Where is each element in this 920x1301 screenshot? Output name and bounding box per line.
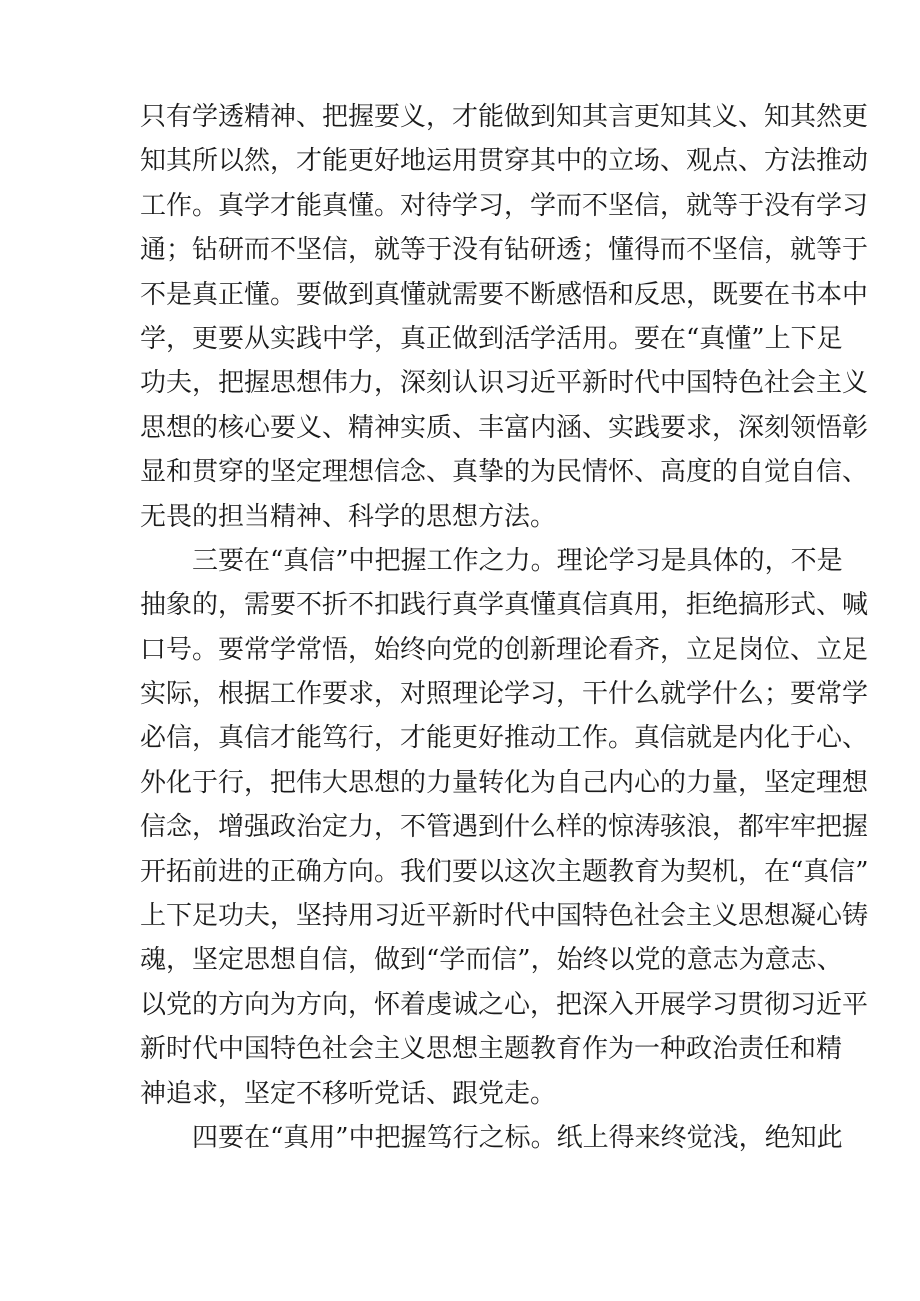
text-line: 显和贯穿的坚定理想信念、真挚的为民情怀、高度的自觉自信、 — [140, 457, 869, 488]
text-line: 三要在“真信”中把握工作之力。理论学习是具体的，不是 — [192, 545, 843, 576]
paragraph-3 — [140, 1116, 843, 1160]
text-line: 只有学透精神、把握要义，才能做到知其言更知其义、知其然更 — [140, 102, 869, 132]
text-line: 口号。要常学常悟，始终向党的创新理论看齐，立足岗位、立足 — [140, 634, 869, 665]
text-line: 神追求，坚定不移听党话、跟党走。 — [140, 1078, 557, 1109]
text-line: 无畏的担当精神、科学的思想方法。 — [140, 501, 557, 532]
text-line: 通；钻研而不坚信，就等于没有钻研透；懂得而不坚信，就等于 — [140, 235, 869, 266]
text-line: 上下足功夫，坚持用习近平新时代中国特色社会主义思想凝心铸 — [140, 901, 869, 932]
text-line: 以党的方向为方向，怀着虔诚之心，把深入开展学习贯彻习近平 — [140, 989, 869, 1020]
text-line: 四要在“真用”中把握笃行之标。纸上得来终觉浅，绝知此 — [192, 1122, 843, 1153]
text-line: 知其所以然，才能更好地运用贯穿其中的立场、观点、方法推动 — [140, 146, 869, 177]
text-line: 功夫，把握思想伟力，深刻认识习近平新时代中国特色社会主义 — [140, 368, 869, 399]
text-line: 新时代中国特色社会主义思想主题教育作为一种政治责任和精 — [140, 1034, 843, 1065]
text-line: 学，更要从实践中学，真正做到活学活用。要在“真懂”上下足 — [140, 323, 843, 354]
text-line: 抽象的，需要不折不扣践行真学真懂真信真用，拒绝搞形式、喊 — [140, 590, 869, 621]
text-line: 必信，真信才能笃行，才能更好推动工作。真信就是内化于心、 — [140, 723, 869, 754]
paragraph-2 — [140, 539, 869, 1116]
text-line: 实际，根据工作要求，对照理论学习，干什么就学什么；要常学 — [140, 679, 869, 710]
text-line: 不是真正懂。要做到真懂就需要不断感悟和反思，既要在书本中 — [140, 279, 869, 310]
document-body — [140, 95, 869, 1160]
paragraph-1 — [140, 95, 869, 539]
text-line: 开拓前进的正确方向。我们要以这次主题教育为契机，在“真信” — [140, 856, 869, 887]
text-line: 魂，坚定思想自信，做到“学而信”，始终以党的意志为意志、 — [140, 945, 843, 976]
text-line: 工作。真学才能真懂。对待学习，学而不坚信，就等于没有学习 — [140, 190, 869, 221]
text-line: 思想的核心要义、精神实质、丰富内涵、实践要求，深刻领悟彰 — [140, 412, 869, 443]
text-line: 信念，增强政治定力，不管遇到什么样的惊涛骇浪，都牢牢把握 — [140, 812, 869, 843]
text-line: 外化于行，把伟大思想的力量转化为自己内心的力量，坚定理想 — [140, 767, 869, 798]
